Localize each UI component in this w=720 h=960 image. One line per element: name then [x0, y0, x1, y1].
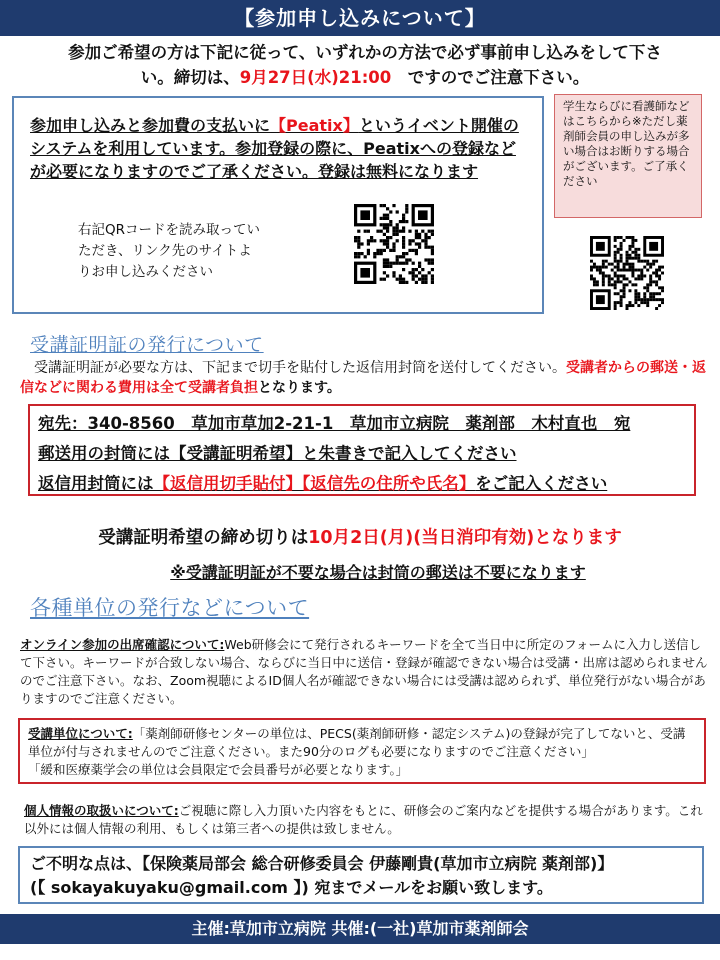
unit-text: 「薬剤師研修センターの単位は、PECS(薬剤師研修・認定システム)の登録が完了してないと、受講単位が付与されませんのでご注意ください。また90分のログも必要になりますのでご注意ください」 [28, 726, 686, 759]
intro-line2-pre: い。締切は、 [140, 68, 240, 87]
online-attendance-note [20, 636, 710, 708]
peatix-qr-code-icon[interactable] [354, 204, 434, 284]
student-note: 学生ならびに看護師などはこちらから※ただし薬剤師会員の申し込みが多い場合はお断りする場合がございます。ご了承ください [554, 94, 702, 218]
contact-line1: ご不明な点は、【保険薬局部会 総合研修委員会 伊藤剛貴(草加市立病院 薬剤部)】 [30, 854, 614, 873]
cert-description [20, 358, 710, 398]
deadline-pre: 受講証明希望の締め切りは [98, 528, 309, 548]
privacy-label: 個人情報の取扱いについて: [24, 803, 179, 818]
deadline-red: 10月2日(月)(当日消印有効)となります [308, 528, 622, 548]
return-address: 【返信先の住所や氏名】 [302, 474, 476, 493]
no-cert-note: ※受講証明証が不要な場合は封筒の郵送は不要になります [170, 563, 586, 582]
privacy-text: ご視聴に際し入力頂いた内容をもとに、研修会のご案内などを提供する場合があります。これ以外には個人情報の利用、もしくは第三者への提供は致しません。 [24, 803, 703, 836]
intro-line2-post: ですのでご注意下さい。 [391, 68, 590, 87]
contact-line2: (【 sokayakuyaku@gmail.com 】) 宛までメールをお願い致します。 [30, 878, 553, 897]
unit-label: 受講単位について: [28, 726, 133, 741]
cert-section-title: 受講証明証の発行について [30, 334, 264, 356]
intro-text [20, 40, 710, 90]
mailing-address: 宛先：340-8560 草加市草加2-21-1 草加市立病院 薬剤部 木村直也 宛 [38, 414, 631, 433]
header-title: 【参加申し込みについて】 [0, 0, 720, 36]
online-text: Web研修会にて発行されるキーワードを全て当日中に所定のフォームに入力し送信して下さい。キーワードが合致しない場合、ならびに当日中に送信・登録が確認できない場合は受講・出席は認められませんのでご注意下さい。なお、Zoom視聴によるID個人名が確認できない場合には受講は認められず、単位発行がない場合がありますのでご注意ください。 [20, 637, 708, 706]
cert-deadline [0, 524, 720, 549]
peatix-description [30, 114, 528, 183]
peatix-post: というイベント開催のシステムを利用しています。参加登録の際に、Peatixへの登録などが必要になりますのでご了承ください。登録は無料になります [30, 116, 519, 181]
peatix-name: 【Peatix】 [270, 116, 359, 135]
cert-cost-note: 受講者からの郵送・返信などに関わる費用は全て受講者負担 [20, 360, 706, 396]
return-pre: 返信用封筒には [38, 474, 154, 493]
return-post: をご記入ください [475, 474, 608, 493]
peatix-pre: 参加申し込みと参加費の支払いに [30, 116, 271, 135]
unit-credit-box [18, 718, 706, 784]
qr-instruction: 右記QRコードを読み取っていただき、リンク先のサイトよりお申し込みください [78, 222, 261, 280]
cert-text-post: となります。 [258, 380, 341, 396]
units-section-title: 各種単位の発行などについて [30, 596, 310, 620]
return-envelope-instruction [38, 470, 607, 494]
privacy-note [24, 802, 710, 838]
return-stamp: 【返信用切手貼付】 [153, 474, 302, 493]
footer-organizers: 主催:草加市立病院 共催:(一社)草加市薬剤師会 [0, 914, 720, 944]
deadline-date: 9月27日(水)21:00 [239, 68, 392, 87]
contact-box [18, 846, 704, 904]
unit-text2: 「緩和医療薬学会の単位は会員限定で会員番号が必要となります。」 [28, 762, 409, 777]
intro-line1: 参加ご希望の方は下記に従って、いずれかの方法で必ず事前申し込みをして下さ [68, 43, 662, 62]
envelope-instruction: 郵送用の封筒には【受講証明希望】と朱書きで記入してください [38, 444, 517, 463]
cert-text-pre: 受講証明証が必要な方は、下記まで切手を貼付した返信用封筒を送付してください。 [20, 360, 566, 376]
online-label: オンライン参加の出席確認について: [20, 637, 225, 652]
student-qr-code-icon[interactable] [590, 236, 664, 310]
